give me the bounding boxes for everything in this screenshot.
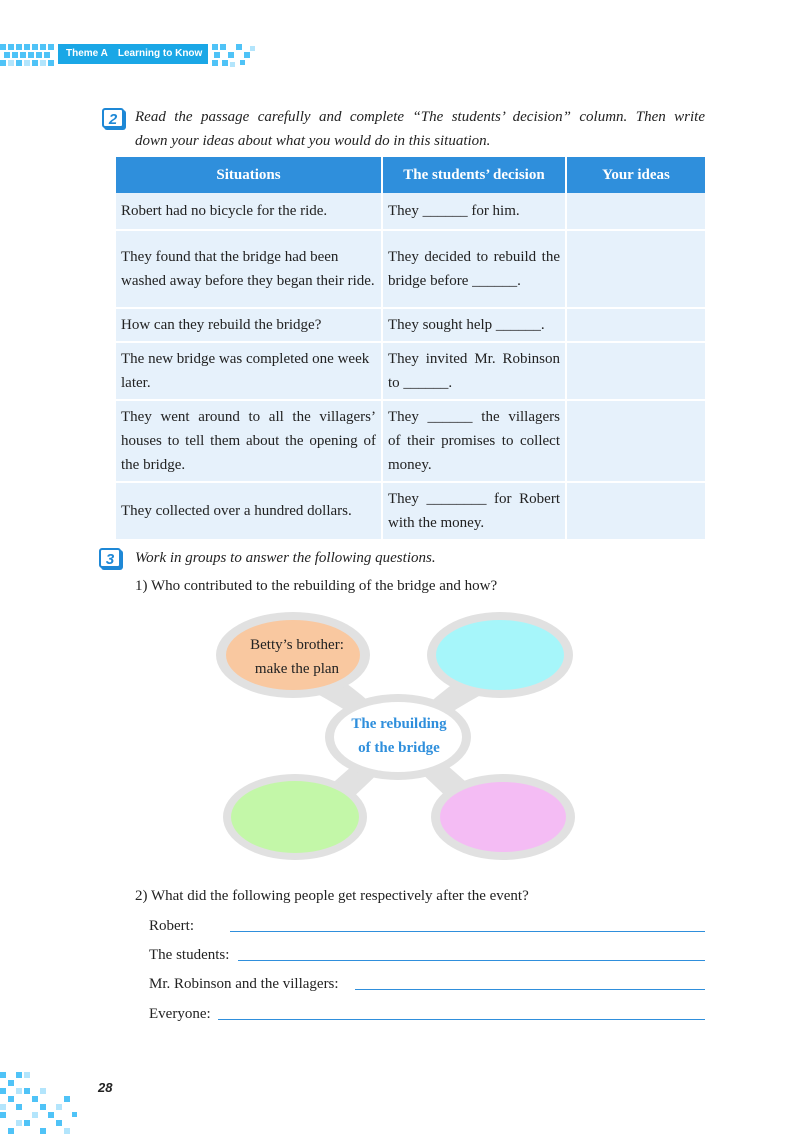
table-row (116, 193, 705, 230)
situation-cell: The new bridge was completed one week later. (116, 342, 382, 400)
exercise-3-instruction: Work in groups to answer the following questions. (135, 550, 436, 566)
situation-cell: How can they rebuild the bridge? (116, 308, 382, 342)
decision-cell[interactable]: They ______ for him. (382, 193, 566, 230)
page-number: 28 (98, 1080, 113, 1095)
exercise-2-instruction (135, 105, 705, 153)
decision-cell[interactable]: They decided to rebuild the bridge before ______. (382, 230, 566, 308)
mind-map-center-label (330, 712, 468, 760)
node-bottom-left-green[interactable] (231, 781, 359, 853)
ideas-cell[interactable] (566, 400, 705, 482)
node-label-line-2: make the plan (254, 661, 340, 677)
question-2: 2) What did the following people get respectively after the event? (135, 888, 529, 904)
situation-cell: They found that the bridge had been washed away before they began their ride. (116, 230, 382, 308)
answer-line-robinson-villagers[interactable] (355, 989, 705, 990)
ideas-cell[interactable] (566, 482, 705, 540)
header-situations: Situations (116, 157, 382, 193)
table-header-row (116, 157, 705, 193)
ideas-cell[interactable] (566, 193, 705, 230)
answer-line-robert[interactable] (230, 931, 705, 932)
theme-title: Learning to Know (117, 48, 203, 59)
answer-label-robert: Robert: (149, 918, 194, 934)
answer-label-everyone: Everyone: (149, 1006, 211, 1022)
instruction-line-1: Read the passage carefully and complete “The students’ decision” column. Then write (135, 109, 705, 125)
decision-cell[interactable]: They ______ the villagers of their promises to collect money. (382, 400, 566, 482)
table-row (116, 482, 705, 540)
node-label-line-1: Betty’s brother: (250, 637, 344, 653)
theme-header-band (58, 44, 208, 64)
node-bottom-right-pink[interactable] (440, 782, 566, 852)
theme-label: Theme A (66, 48, 108, 59)
decision-cell[interactable]: They sought help ______. (382, 308, 566, 342)
decision-table (116, 157, 705, 541)
node-label-bettys-brother (222, 633, 372, 681)
situation-cell: They collected over a hundred dollars. (116, 482, 382, 540)
instruction-line-2: down your ideas about what you would do in this situation. (135, 133, 491, 149)
table-row (116, 230, 705, 308)
question-1: 1) Who contributed to the rebuilding of the bridge and how? (135, 578, 498, 594)
node-top-right-cyan[interactable] (436, 620, 564, 690)
decision-cell[interactable]: They ________ for Robert with the money. (382, 482, 566, 540)
ideas-cell[interactable] (566, 342, 705, 400)
exercise-3-number-badge: 3 (99, 548, 121, 568)
footer-pixel-decoration (0, 1060, 100, 1138)
header-students-decision: The students’ decision (382, 157, 566, 193)
header-your-ideas: Your ideas (566, 157, 705, 193)
exercise-2-number-badge: 2 (102, 108, 124, 128)
situation-cell: Robert had no bicycle for the ride. (116, 193, 382, 230)
situation-cell: They went around to all the villagers’ houses to tell them about the opening of the bridge. (116, 400, 382, 482)
table-row (116, 308, 705, 342)
answer-label-students: The students: (149, 947, 230, 963)
table-row (116, 400, 705, 482)
answer-line-students[interactable] (238, 960, 705, 961)
ideas-cell[interactable] (566, 308, 705, 342)
decision-cell[interactable]: They invited Mr. Robinson to ______. (382, 342, 566, 400)
center-label-line-1: The rebuilding (351, 716, 447, 732)
answer-line-everyone[interactable] (218, 1019, 705, 1020)
table-row (116, 342, 705, 400)
center-label-line-2: of the bridge (358, 740, 440, 756)
ideas-cell[interactable] (566, 230, 705, 308)
answer-label-robinson-villagers: Mr. Robinson and the villagers: (149, 976, 339, 992)
